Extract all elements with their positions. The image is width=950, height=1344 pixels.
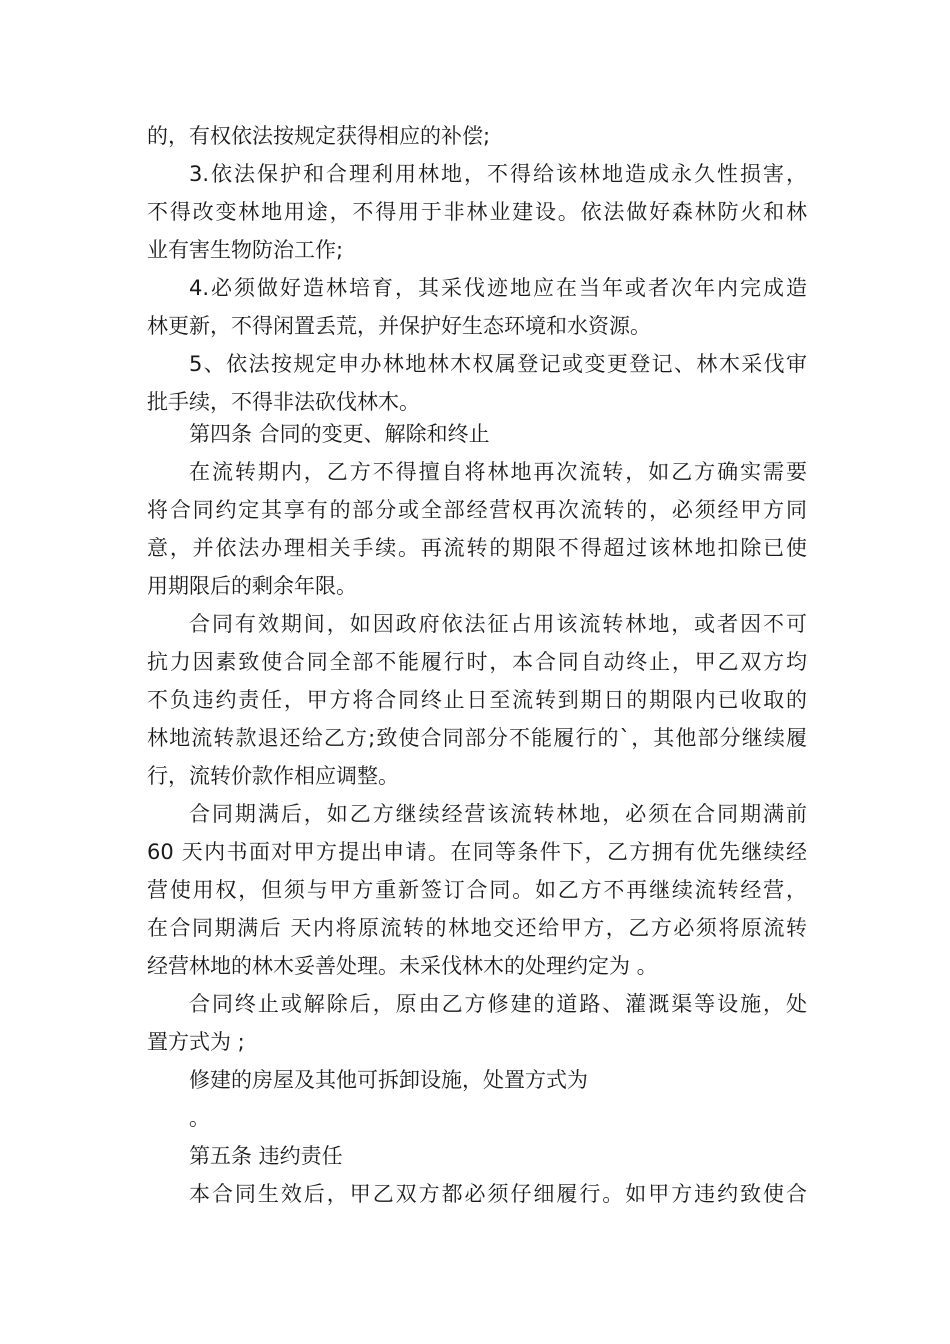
text-line: 经营林地的林木妥善处理。未采伐林木的处理约定为 。 <box>147 954 658 978</box>
text-line: 不负违约责任，甲方将合同终止日至流转到期日的期限内已收取的 <box>147 688 807 712</box>
section-heading: 第四条 合同的变更、解除和终止 <box>189 422 490 446</box>
text-line: 置方式为 ; <box>147 1030 245 1054</box>
text-line: 将合同约定其享有的部分或全部经营权再次流转的，必须经甲方同 <box>147 498 807 522</box>
text-line: 。 <box>189 1106 210 1130</box>
text-line: 不得改变林地用途，不得用于非林业建设。依法做好森林防火和林 <box>147 200 807 224</box>
text-line: 林更新，不得闲置丢荒，并保护好生态环境和水资源。 <box>147 314 651 338</box>
text-line: 营使用权，但须与甲方重新签订合同。如乙方不再继续流转经营， <box>147 878 807 902</box>
text-line: 行，流转价款作相应调整。 <box>147 764 399 788</box>
text-line: 抗力因素致使合同全部不能履行时，本合同自动终止，甲乙双方均 <box>147 650 807 674</box>
text-line: 5、依法按规定申办林地林木权属登记或变更登记、林木采伐审 <box>189 352 807 376</box>
section-heading: 第五条 违约责任 <box>189 1144 343 1168</box>
text-line: 批手续，不得非法砍伐林木。 <box>147 390 420 414</box>
text-line: 修建的房屋及其他可拆卸设施，处置方式为 <box>189 1068 588 1092</box>
text-line: 业有害生物防治工作; <box>147 238 344 262</box>
text-line: 用期限后的剩余年限。 <box>147 574 357 598</box>
text-line: 合同期满后，如乙方继续经营该流转林地，必须在合同期满前 <box>189 802 807 826</box>
text-line: 在合同期满后 天内将原流转的林地交还给甲方，乙方必须将原流转 <box>147 916 807 940</box>
text-line: 3.依法保护和合理利用林地，不得给该林地造成永久性损害， <box>189 162 807 186</box>
text-line: 60 天内书面对甲方提出申请。在同等条件下，乙方拥有优先继续经 <box>147 840 807 864</box>
text-line: 在流转期内，乙方不得擅自将林地再次流转，如乙方确实需要 <box>189 460 807 484</box>
text-line: 合同终止或解除后，原由乙方修建的道路、灌溉渠等设施，处 <box>189 992 807 1016</box>
text-line: 林地流转款退还给乙方;致使合同部分不能履行的`，其他部分继续履 <box>147 726 807 750</box>
text-line: 意，并依法办理相关手续。再流转的期限不得超过该林地扣除已使 <box>147 536 807 560</box>
text-line: 合同有效期间，如因政府依法征占用该流转林地，或者因不可 <box>189 612 807 636</box>
text-line: 4.必须做好造林培育，其采伐迹地应在当年或者次年内完成造 <box>189 276 807 300</box>
text-line: 本合同生效后，甲乙双方都必须仔细履行。如甲方违约致使合 <box>189 1182 807 1206</box>
text-line: 的，有权依法按规定获得相应的补偿; <box>147 124 491 148</box>
